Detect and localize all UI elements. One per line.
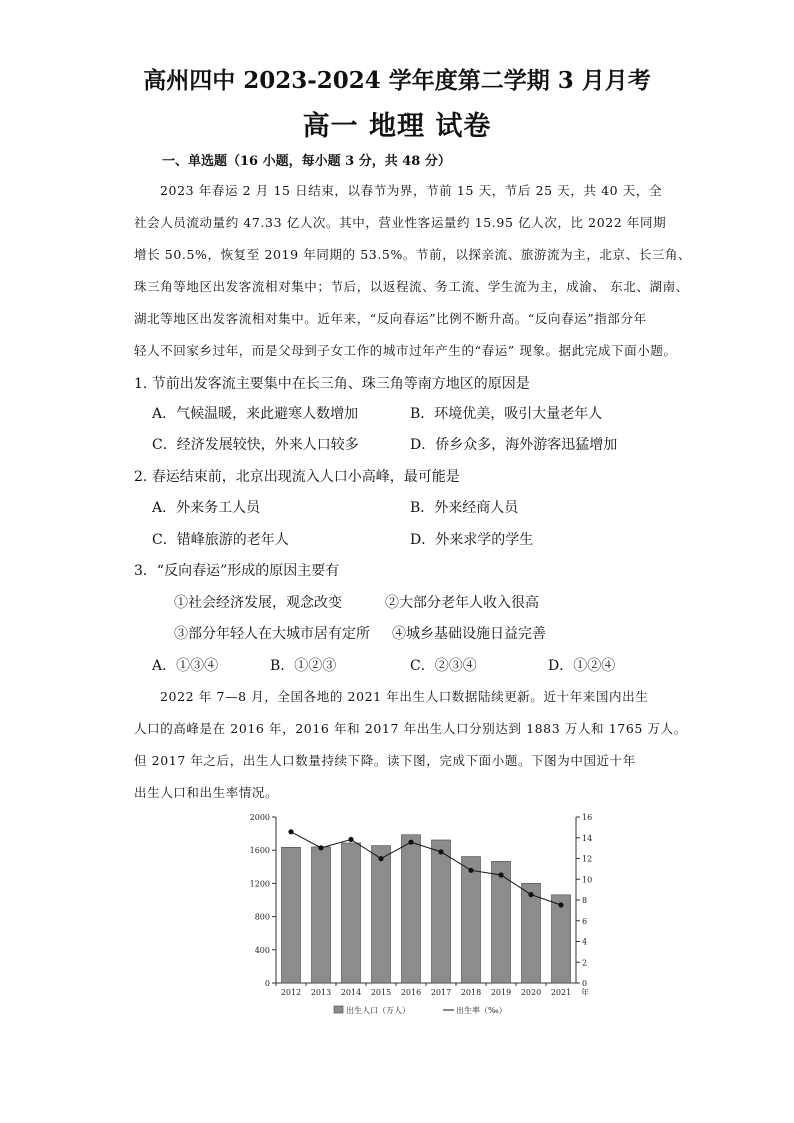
birth-rate-point	[288, 829, 293, 834]
passage-line: 但 2017 年之后，出生人口数量持续下降。读下图，完成下面小题。下图为中国近十年	[134, 753, 636, 768]
question-stem: 1. 节前出发客流主要集中在长三角、珠三角等南方地区的原因是	[134, 376, 530, 392]
right-tick-label: 12	[582, 854, 593, 864]
left-tick-label: 1600	[249, 846, 270, 856]
bar	[432, 840, 451, 983]
passage-line: 人口的高峰是在 2016 年，2016 年和 2017 年出生人口分别达到 1883 万人和 1765 万人。	[134, 721, 687, 736]
x-tick-label: 2021	[550, 988, 572, 997]
bar	[402, 835, 421, 983]
chart-svg	[238, 806, 608, 1026]
statement-4: ④城乡基础设施日益完善	[392, 626, 546, 642]
option-b[interactable]: B．环境优美，吸引大量老年人	[410, 406, 603, 422]
bar	[342, 843, 361, 983]
bar	[372, 846, 391, 983]
passage-line: 珠三角等地区出发客流相对集中；节后，以返程流、务工流、学生流为主，成渝、 东北、湖南、	[134, 279, 689, 294]
passage-line: 轻人不回家乡过年，而是父母到子女工作的城市过年产生的“春运” 现象。据此完成下面小题。	[134, 343, 677, 358]
statement-2: ②大部分老年人收入很高	[385, 595, 539, 611]
option-d[interactable]: D．侨乡众多，海外游客迅猛增加	[410, 437, 618, 453]
birth-rate-line	[291, 832, 561, 905]
question-stem: 2. 春运结束前，北京出现流入人口小高峰，最可能是	[134, 469, 460, 485]
birth-rate-point	[408, 840, 413, 845]
legend-bar-swatch	[334, 1006, 343, 1013]
birth-rate-point	[558, 902, 563, 907]
right-tick-label: 0	[582, 979, 588, 988]
question-stem: 3．“反向春运”形成的原因主要有	[134, 563, 340, 579]
legend-line-label: 出生率（‰）	[456, 1006, 507, 1015]
left-tick-label: 2000	[249, 813, 270, 822]
x-tick-label: 2017	[430, 988, 452, 997]
bar	[282, 847, 301, 983]
right-tick-label: 8	[582, 896, 588, 905]
x-tick-label: 2018	[460, 988, 482, 997]
birth-rate-point	[438, 849, 443, 854]
right-tick-label: 16	[582, 813, 593, 822]
right-tick-label: 4	[582, 937, 588, 947]
passage-line: 社会人员流动量约 47.33 亿人次。其中，营业性客运量约 15.95 亿人次，比 2022 年同期	[134, 215, 667, 230]
birth-rate-point	[528, 892, 533, 897]
option-c[interactable]: C．经济发展较快，外来人口较多	[152, 437, 359, 453]
right-tick-label: 14	[582, 833, 593, 843]
option-c[interactable]: C．②③④	[410, 658, 477, 674]
x-tick-label: 2020	[520, 988, 542, 997]
chart-legend	[334, 1005, 507, 1015]
birth-rate-point	[318, 845, 323, 850]
statement-3: ③部分年轻人在大城市居有定所	[174, 626, 370, 642]
x-unit-label: 年	[581, 988, 589, 997]
bar	[312, 847, 331, 983]
option-d[interactable]: D．①②④	[548, 658, 616, 674]
chart-labels	[250, 813, 593, 997]
exam-subtitle: 高一 地理 试卷	[302, 111, 492, 142]
x-tick-label: 2013	[310, 988, 332, 997]
bar	[462, 857, 481, 983]
right-tick-label: 2	[582, 958, 588, 968]
x-tick-label: 2019	[490, 988, 512, 997]
x-tick-label: 2014	[340, 988, 362, 997]
option-d[interactable]: D．外来求学的学生	[410, 532, 534, 548]
section-heading: 一、单选题（16 小题，每小题 3 分，共 48 分）	[162, 154, 451, 169]
right-tick-label: 6	[582, 916, 588, 926]
option-b[interactable]: B．外来经商人员	[410, 500, 519, 516]
left-tick-label: 0	[264, 979, 270, 988]
option-a[interactable]: A．①③④	[152, 658, 219, 674]
x-tick-label: 2012	[280, 988, 302, 997]
birth-rate-point	[348, 837, 353, 842]
bar	[552, 895, 571, 983]
option-a[interactable]: A．外来务工人员	[152, 500, 261, 516]
legend-bar-label: 出生人口（万人）	[346, 1006, 410, 1015]
left-tick-label: 400	[254, 945, 270, 955]
birth-population-chart	[238, 806, 608, 1030]
option-a[interactable]: A．气候温暖，来此避寒人数增加	[152, 406, 359, 422]
exam-title: 高州四中 2023-2024 学年度第二学期 3 月月考	[143, 67, 651, 94]
birth-rate-point	[378, 856, 383, 861]
birth-rate-point	[498, 872, 503, 877]
x-tick-label: 2015	[370, 988, 392, 997]
right-tick-label: 10	[582, 875, 593, 885]
bar	[522, 883, 541, 983]
passage-line: 2023 年春运 2 月 15 日结束，以春节为界，节前 15 天，节后 25 天，共 40 天，全	[160, 183, 663, 198]
passage-line: 湖北等地区出发客流相对集中。近年来，“反向春运”比例不断升高。“反向春运”指部分年	[134, 311, 647, 326]
left-tick-label: 800	[254, 912, 270, 922]
statement-1: ①社会经济发展，观念改变	[174, 595, 342, 611]
option-b[interactable]: B．①②③	[270, 658, 337, 674]
birth-rate-point	[468, 868, 473, 873]
passage-line: 2022 年 7—8 月，全国各地的 2021 年出生人口数据陆续更新。近十年来国内出生	[160, 689, 649, 704]
left-tick-label: 1200	[249, 879, 270, 889]
x-tick-label: 2016	[400, 988, 422, 997]
passage-line: 增长 50.5%，恢复至 2019 年同期的 53.5%。节前，以探亲流、旅游流为主，北京、长三角、	[134, 247, 692, 262]
passage-line: 出生人口和出生率情况。	[134, 785, 279, 800]
option-c[interactable]: C．错峰旅游的老年人	[152, 532, 289, 548]
chart-bars	[282, 835, 571, 983]
